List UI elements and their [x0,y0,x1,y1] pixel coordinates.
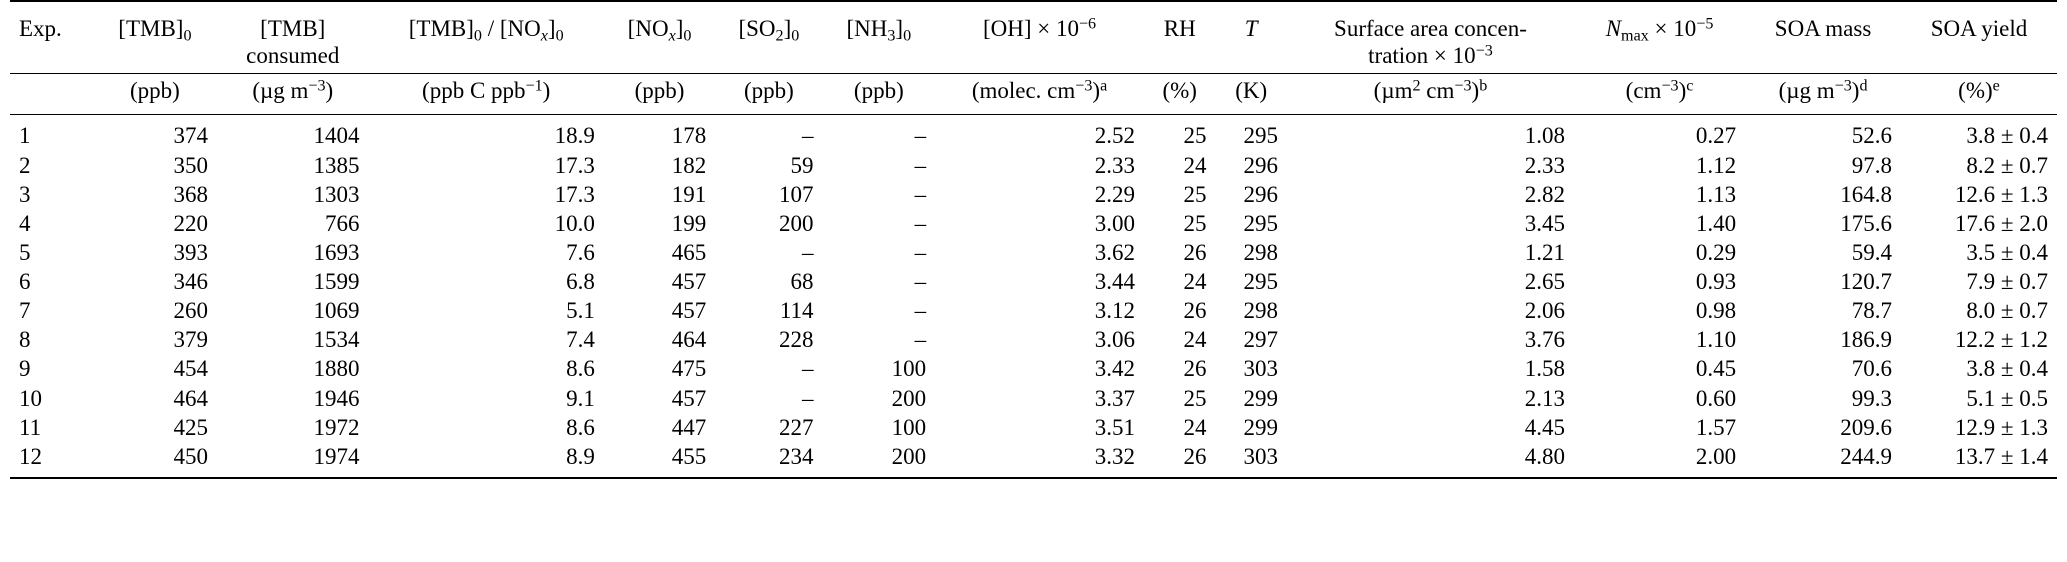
column-header-so20: $[SO_2]_0$ [738,16,800,45]
cell-exp: 8 [19,327,31,353]
cell-nox0: 191 [671,181,707,207]
cell-exp: 9 [19,356,31,382]
cell-nmax: 1.10 [1695,327,1737,353]
cell-rh: 24 [1183,152,1207,178]
cell-nox0: 457 [671,298,707,324]
cell-oh: 3.62 [1094,239,1135,265]
cell-nmax: 0.98 [1695,298,1737,324]
column-unit-rh: (%) [1144,74,1215,111]
cell-ratio: 8.6 [566,356,595,382]
cell-exp: 12 [19,443,42,469]
table-row [10,151,2057,180]
column-header-tmbcons: [TMB] consumed [246,16,340,69]
column-header-oh: $[OH] \times 10^{-6}$ [982,15,1097,41]
cell-soamass: 186.9 [1840,327,1892,353]
table-row [10,442,2057,478]
cell-oh: 3.32 [1094,443,1135,469]
cell-ratio: 7.6 [566,239,595,265]
column-unit-nh30: (ppb) [823,74,936,111]
cell-exp: 11 [19,414,42,440]
cell-nh30: – [914,298,927,324]
cell-nox0: 455 [671,443,707,469]
cell-soamass: 97.8 [1851,152,1892,178]
cell-tmb0: 220 [173,210,208,236]
cell-oh: 2.33 [1094,152,1135,178]
table-row [10,413,2057,442]
cell-soamass: 99.3 [1851,385,1892,411]
cell-tmbcons: 1404 [313,123,360,149]
cell-nox0: 178 [671,123,707,149]
column-header-ratio: $[TMB]_0 / [NO_x]_0$ [408,16,564,45]
cell-ratio: 9.1 [566,385,595,411]
table-bottom-rule [10,478,2057,483]
cell-sac: 2.33 [1524,152,1565,178]
cell-tmbcons: 1880 [313,356,360,382]
cell-tmb0: 379 [173,327,208,353]
cell-t: 296 [1243,152,1278,178]
cell-soayield: 8.2 ± 0.7 [1966,152,2048,178]
cell-tmb0: 346 [173,269,208,294]
cell-sac: 4.45 [1524,414,1565,440]
cell-oh: 3.42 [1094,356,1135,382]
cell-soayield: 3.8 ± 0.4 [1966,123,2048,149]
cell-ratio: 7.4 [566,327,595,353]
cell-rh: 24 [1183,269,1207,294]
cell-sac: 2.13 [1524,385,1565,411]
cell-rh: 24 [1183,414,1207,440]
table-row [10,180,2057,209]
cell-ratio: 17.3 [554,152,595,178]
cell-nmax: 1.13 [1695,181,1737,207]
cell-exp: 10 [19,385,42,411]
cell-t: 298 [1243,239,1278,265]
column-header-nh30: $[NH_3]_0$ [846,16,912,45]
cell-nh30: – [914,269,927,294]
cell-so20: 107 [779,181,814,207]
cell-t: 298 [1243,298,1278,324]
cell-nox0: 199 [671,210,707,236]
cell-nmax: 1.57 [1695,414,1737,440]
cell-nox0: 182 [671,152,707,178]
cell-nox0: 475 [671,356,707,382]
column-header-t: T [1244,16,1258,41]
table-head [10,1,2057,115]
cell-nh30: – [914,123,927,149]
cell-soamass: 164.8 [1840,181,1892,207]
rule [10,478,2057,483]
cell-nh30: – [914,327,927,353]
table-row [10,115,2057,151]
cell-nh30: 200 [891,385,927,411]
cell-tmbcons: 1946 [313,385,360,411]
cell-tmbcons: 1534 [313,327,360,353]
cell-nmax: 2.00 [1695,443,1737,469]
cell-so20: 228 [779,327,814,353]
table-body [10,115,2057,478]
cell-ratio: 17.3 [554,181,595,207]
column-unit-soayield: (%)$^e$ [1901,74,2057,111]
cell-t: 295 [1243,210,1278,236]
cell-tmb0: 393 [173,239,208,265]
cell-soayield: 7.9 ± 0.7 [1966,269,2048,294]
cell-exp: 2 [19,152,31,178]
cell-tmbcons: 1303 [313,181,360,207]
cell-tmbcons: 1693 [313,239,360,265]
column-unit-nox0: (ppb) [604,74,715,111]
cell-exp: 3 [19,181,31,207]
table-row [10,296,2057,325]
column-unit-exp [10,74,93,111]
cell-rh: 24 [1183,327,1207,353]
cell-so20: 227 [779,414,814,440]
column-unit-sac: (µm$^2$ $cm^{-3})^b$ [1287,74,1574,111]
cell-t: 295 [1243,269,1278,294]
table-row [10,354,2057,383]
cell-oh: 3.44 [1094,269,1135,294]
cell-nox0: 457 [671,385,707,411]
cell-t: 303 [1243,356,1278,382]
cell-t: 297 [1243,327,1278,353]
cell-so20: 200 [779,210,814,236]
cell-oh: 3.00 [1094,210,1135,236]
cell-sac: 3.45 [1524,210,1565,236]
cell-so20: – [802,123,814,149]
cell-soayield: 8.0 ± 0.7 [1966,298,2048,324]
cell-soamass: 244.9 [1840,443,1892,469]
cell-nh30: – [914,210,927,236]
cell-soayield: 13.7 ± 1.4 [1954,443,2048,469]
cell-oh: 3.12 [1094,298,1135,324]
cell-soamass: 70.6 [1851,356,1892,382]
cell-rh: 25 [1183,181,1207,207]
cell-nh30: – [914,239,927,265]
cell-soayield: 5.1 ± 0.5 [1966,385,2048,411]
cell-tmbcons: 766 [325,210,360,236]
cell-nmax: 1.40 [1695,210,1737,236]
cell-oh: 3.37 [1094,385,1135,411]
column-unit-soamass: (µg $m^{-3})^d$ [1745,74,1901,111]
cell-tmbcons: 1972 [313,414,360,440]
column-unit-ratio: (ppb C ppb$^{-1}$) [369,74,604,111]
cell-sac: 2.06 [1524,298,1565,324]
cell-nox0: 465 [671,239,707,265]
cell-sac: 2.82 [1524,181,1565,207]
cell-nmax: 0.45 [1695,356,1737,382]
cell-so20: 234 [779,443,814,469]
cell-ratio: 6.8 [566,269,595,294]
cell-tmbcons: 1385 [313,152,360,178]
cell-nmax: 0.27 [1695,123,1737,149]
cell-rh: 26 [1183,443,1207,469]
cell-so20: – [802,356,814,382]
cell-nh30: 200 [891,443,927,469]
cell-so20: 59 [790,152,814,178]
column-unit-tmb0: (ppb) [93,74,217,111]
cell-sac: 1.08 [1524,123,1565,149]
cell-rh: 25 [1183,123,1207,149]
cell-nh30: 100 [891,414,927,440]
cell-sac: 1.21 [1524,239,1565,265]
cell-ratio: 8.9 [566,443,595,469]
cell-tmb0: 368 [173,181,208,207]
table-row [10,384,2057,413]
cell-sac: 3.76 [1524,327,1565,353]
column-unit-nmax: $(cm^{-3})^c$ [1574,74,1745,111]
cell-tmb0: 454 [173,356,208,382]
cell-soamass: 59.4 [1851,239,1892,265]
table-row [10,209,2057,238]
cell-tmb0: 350 [173,152,208,178]
cell-sac: 2.65 [1524,269,1565,294]
cell-soayield: 3.5 ± 0.4 [1966,239,2048,265]
cell-soayield: 17.6 ± 2.0 [1954,210,2048,236]
cell-soayield: 12.6 ± 1.3 [1954,181,2048,207]
cell-rh: 25 [1183,210,1207,236]
cell-so20: – [802,385,814,411]
cell-nh30: – [914,181,927,207]
cell-nmax: 1.12 [1695,152,1737,178]
column-header-exp: Exp. [19,16,62,41]
cell-soamass: 78.7 [1851,298,1892,324]
cell-rh: 26 [1183,239,1207,265]
cell-t: 299 [1243,414,1278,440]
table-row [10,238,2057,267]
cell-so20: 68 [790,269,814,294]
table-header-row [10,6,2057,74]
cell-exp: 1 [19,123,31,149]
column-header-nox0: $[NO_x]_0$ [627,16,692,45]
column-unit-t: (K) [1215,74,1286,111]
cell-tmbcons: 1069 [313,298,360,324]
column-header-rh: RH [1163,16,1196,41]
cell-tmbcons: 1974 [313,443,360,469]
cell-t: 303 [1243,443,1278,469]
table-units-row [10,74,2057,111]
cell-nmax: 0.93 [1695,269,1737,294]
cell-t: 295 [1243,123,1278,149]
table-foot [10,478,2057,483]
cell-sac: 1.58 [1524,356,1565,382]
cell-t: 299 [1243,385,1278,411]
cell-exp: 4 [19,210,31,236]
column-header-tmb0: $[TMB]_0$ [118,16,192,45]
cell-soamass: 52.6 [1851,123,1892,149]
cell-so20: – [802,239,814,265]
cell-nox0: 457 [671,269,707,294]
cell-soamass: 120.7 [1840,269,1892,294]
experiment-conditions-table [10,0,2057,483]
cell-soayield: 3.8 ± 0.4 [1966,356,2048,382]
cell-nmax: 0.29 [1695,239,1737,265]
cell-sac: 4.80 [1524,443,1565,469]
column-header-nmax: $N_{max} \times 10^{-5}$ [1605,15,1714,45]
cell-tmb0: 450 [173,443,208,469]
cell-ratio: 18.9 [554,123,595,149]
column-header-soayield: SOA yield [1930,16,2028,41]
cell-rh: 25 [1183,385,1207,411]
cell-oh: 3.51 [1094,414,1135,440]
column-header-soamass: SOA mass [1774,16,1872,41]
cell-nh30: 100 [891,356,927,382]
cell-exp: 5 [19,239,31,265]
cell-tmb0: 260 [173,298,208,324]
cell-nox0: 464 [671,327,707,353]
cell-ratio: 5.1 [566,298,595,324]
cell-tmb0: 464 [173,385,208,411]
cell-tmbcons: 1599 [313,269,360,294]
cell-exp: 6 [19,269,31,294]
column-header-sac: Surface area concen- tration × $10^{-3}$ [1334,16,1527,69]
cell-t: 296 [1243,181,1278,207]
cell-rh: 26 [1183,356,1207,382]
column-unit-tmbcons: (µg $m^{-3}$) [217,74,369,111]
cell-tmb0: 374 [173,123,208,149]
cell-oh: 2.52 [1094,123,1135,149]
column-unit-so20: (ppb) [715,74,822,111]
cell-soayield: 12.2 ± 1.2 [1954,327,2048,353]
cell-rh: 26 [1183,298,1207,324]
column-unit-oh: (molec. $cm^{-3})^a$ [935,74,1144,111]
cell-ratio: 10.0 [554,210,595,236]
cell-nox0: 447 [671,414,707,440]
cell-nh30: – [914,152,927,178]
cell-oh: 3.06 [1094,327,1135,353]
table-row [10,325,2057,354]
cell-tmb0: 425 [173,414,208,440]
table-row [10,267,2057,296]
cell-ratio: 8.6 [566,414,595,440]
cell-soamass: 175.6 [1840,210,1892,236]
cell-so20: 114 [779,298,814,324]
cell-soayield: 12.9 ± 1.3 [1954,414,2048,440]
cell-soamass: 209.6 [1840,414,1892,440]
cell-nmax: 0.60 [1695,385,1737,411]
cell-exp: 7 [19,298,31,324]
cell-oh: 2.29 [1094,181,1135,207]
